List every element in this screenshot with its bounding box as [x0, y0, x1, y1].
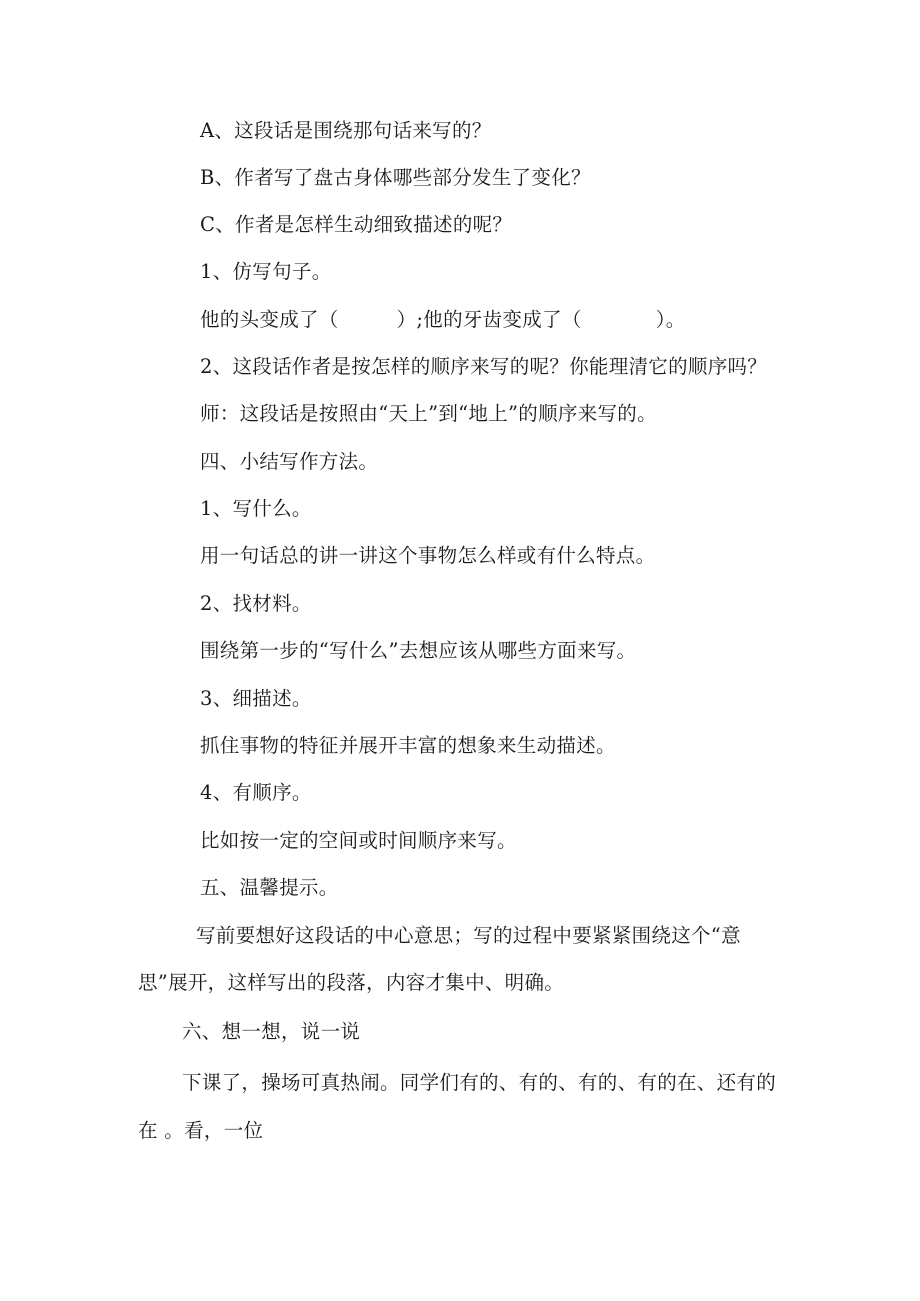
step-3-heading: 3、细描述。 — [200, 687, 312, 710]
section-six-heading: 六、想一想，说一说 — [182, 1020, 361, 1043]
fill-in-part3: ）。 — [655, 308, 686, 331]
exercise-line2: 在 。看，一位 — [138, 1119, 264, 1142]
item-order-question: 2、这段话作者是按怎样的顺序来写的呢？你能理清它的顺序吗？ — [200, 355, 768, 378]
exercise-line1: 下课了，操场可真热闹。同学们有的、有的、有的、有的在、还有的 — [182, 1071, 777, 1094]
step-1-heading: 1、写什么。 — [200, 497, 312, 520]
fill-in-part1: 他的头变成了（ — [200, 308, 339, 331]
section-five-heading: 五、温馨提示。 — [200, 876, 339, 899]
step-3-body: 抓住事物的特征并展开丰富的想象来生动描述。 — [200, 734, 616, 757]
fill-in-sentence — [200, 306, 686, 334]
step-2-heading: 2、找材料。 — [200, 592, 312, 615]
section-four-heading: 四、小结写作方法。 — [200, 450, 379, 473]
teacher-answer: 师：这段话是按照由“天上”到“地上”的顺序来写的。 — [200, 402, 657, 425]
fill-in-part2: ）;他的牙齿变成了（ — [396, 308, 582, 331]
tip-paragraph-line2: 思”展开，这样写出的段落，内容才集中、明确。 — [138, 971, 565, 994]
step-2-body: 围绕第一步的“写什么”去想应该从哪些方面来写。 — [200, 639, 637, 662]
tip-paragraph-line1: 写前要想好这段话的中心意思；写的过程中要紧紧围绕这个“意 — [196, 924, 741, 947]
question-a: A、这段话是围绕那句话来写的？ — [200, 119, 492, 142]
item-imitate-sentence: 1、仿写句子。 — [200, 260, 332, 283]
step-4-heading: 4、有顺序。 — [200, 781, 312, 804]
step-1-body: 用一句话总的讲一讲这个事物怎么样或有什么特点。 — [200, 544, 656, 567]
step-4-body: 比如按一定的空间或时间顺序来写。 — [200, 829, 517, 852]
question-b: B、作者写了盘古身体哪些部分发生了变化？ — [200, 166, 591, 189]
question-c: C、作者是怎样生动细致描述的呢？ — [200, 213, 513, 236]
